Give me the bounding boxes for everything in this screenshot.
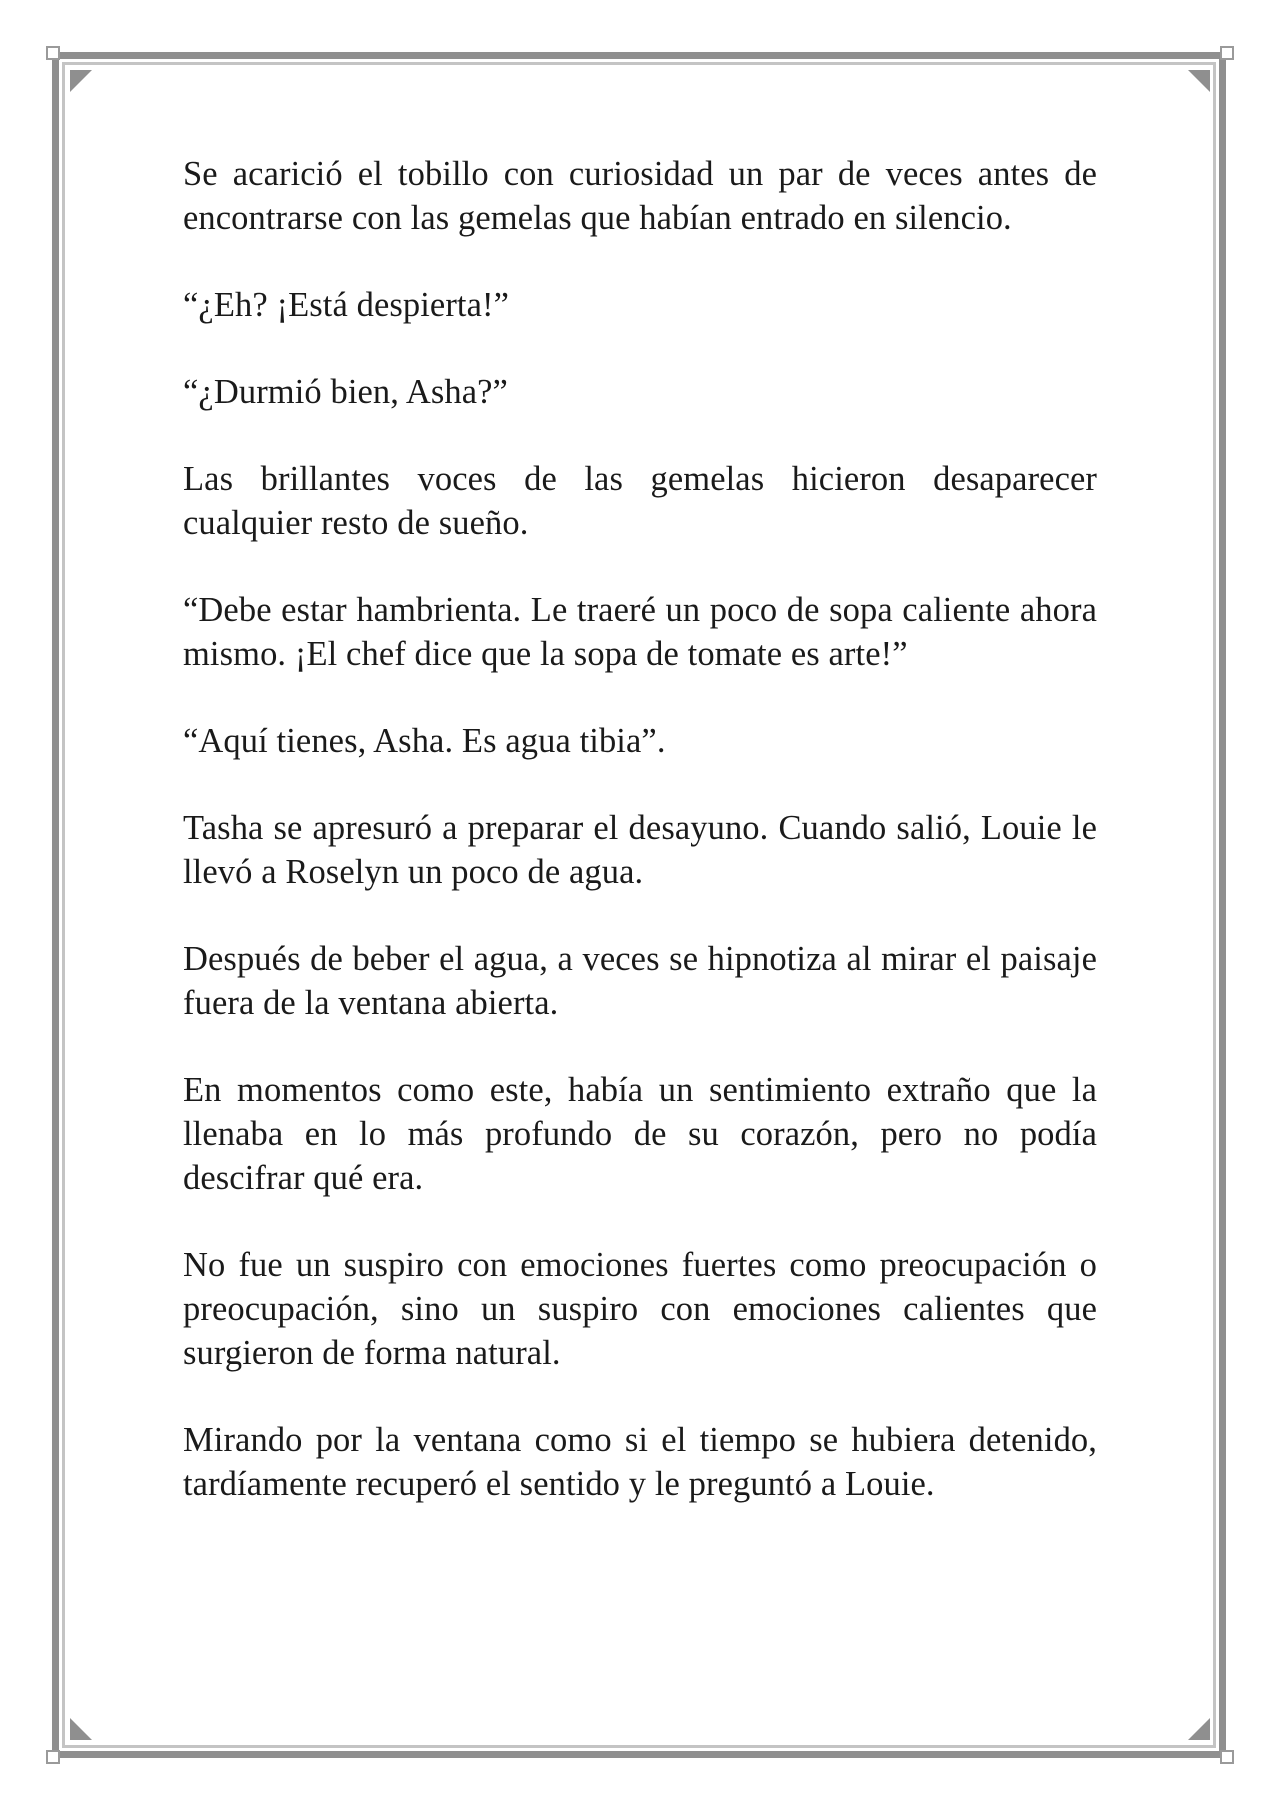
paragraph: Después de beber el agua, a veces se hipnotiza al mirar el paisaje fuera de la ventana abierta. xyxy=(183,940,1097,1022)
corner-triangle-bottom-left xyxy=(70,1718,92,1740)
corner-ornament-top-right xyxy=(1220,46,1234,60)
dialogue-line: “¿Durmió bien, Asha?” xyxy=(183,373,508,411)
corner-triangle-top-right xyxy=(1188,70,1210,92)
corner-ornament-bottom-left xyxy=(46,1750,60,1764)
paragraph: Se acarició el tobillo con curiosidad un par de veces antes de encontrarse con las gemelas que habían entrado en silencio. xyxy=(183,155,1097,237)
page-body xyxy=(183,152,1097,1549)
dialogue-line: “¿Eh? ¡Está despierta!” xyxy=(183,286,510,324)
corner-triangle-bottom-right xyxy=(1188,1718,1210,1740)
corner-ornament-top-left xyxy=(46,46,60,60)
dialogue-line: “Aquí tienes, Asha. Es agua tibia”. xyxy=(183,722,666,760)
dialogue-line: “Debe estar hambrienta. Le traeré un poco de sopa caliente ahora mismo. ¡El chef dice que la sopa de tomate es arte!” xyxy=(183,591,1097,673)
paragraph: En momentos como este, había un sentimiento extraño que la llenaba en lo más profundo de su corazón, pero no podía descifrar qué era. xyxy=(183,1071,1097,1197)
paragraph: Tasha se apresuró a preparar el desayuno. Cuando salió, Louie le llevó a Roselyn un poco de agua. xyxy=(183,809,1097,891)
paragraph: No fue un suspiro con emociones fuertes como preocupación o preocupación, sino un suspiro con emociones calientes que surgieron de forma natural. xyxy=(183,1246,1097,1372)
paragraph: Las brillantes voces de las gemelas hicieron desaparecer cualquier resto de sueño. xyxy=(183,460,1097,542)
corner-ornament-bottom-right xyxy=(1220,1750,1234,1764)
paragraph: Mirando por la ventana como si el tiempo se hubiera detenido, tardíamente recuperó el sentido y le preguntó a Louie. xyxy=(183,1421,1097,1503)
corner-triangle-top-left xyxy=(70,70,92,92)
